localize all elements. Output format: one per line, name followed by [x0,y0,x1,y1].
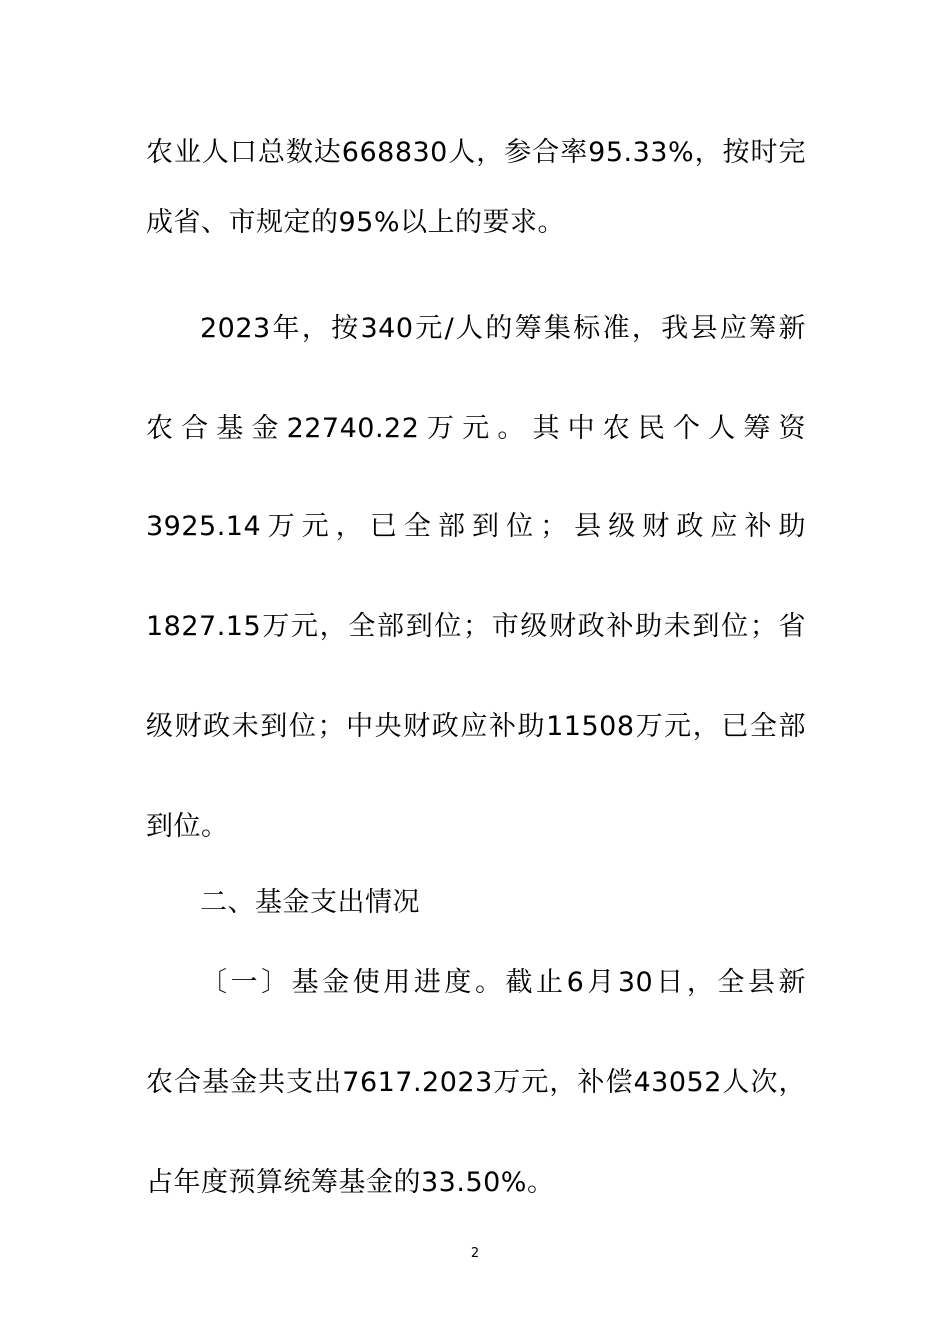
text-line-2: 成省、市规定的95%以上的要求。 [146,207,566,238]
text-line-3: 2023年，按340元/人的筹集标准，我县应筹新 [200,313,806,344]
section-heading: 二、基金支出情况 [200,887,420,918]
text-line-10: 〔一〕基金使用进度。截止6月30日，全县新 [200,967,806,998]
text-line-12: 占年度预算统筹基金的33.50%。 [146,1167,555,1198]
text-line-11: 农合基金共支出7617.2023万元，补偿43052人次， [146,1067,806,1098]
text-line-5: 3925.14万元，已全部到位；县级财政应补助 [146,511,806,542]
text-line-7: 级财政未到位；中央财政应补助11508万元，已全部 [146,711,806,742]
text-line-6: 1827.15万元，全部到位；市级财政补助未到位；省 [146,611,806,642]
text-line-1: 农业人口总数达668830人，参合率95.33%，按时完 [146,137,806,168]
text-line-8: 到位。 [146,811,229,842]
text-line-4: 农合基金22740.22万元。其中农民个人筹资 [146,413,806,444]
page-number: 2 [470,1246,480,1261]
